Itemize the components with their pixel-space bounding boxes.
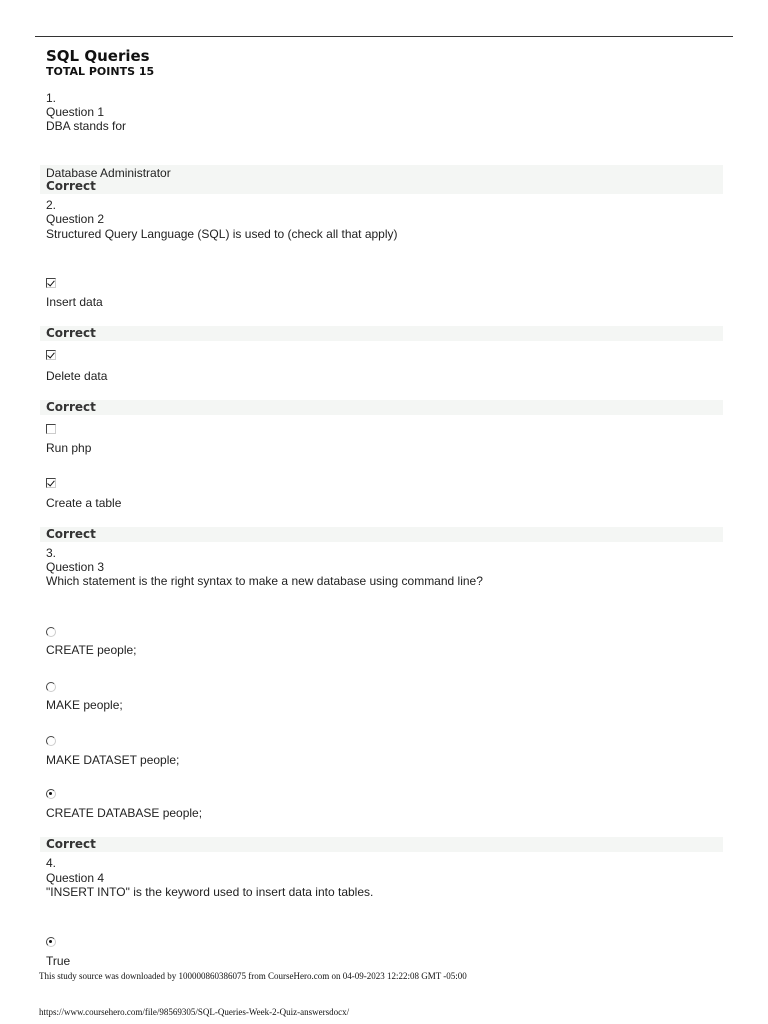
quiz-title: SQL Queries	[46, 47, 150, 65]
question-4-label: Question 4	[46, 871, 105, 885]
question-2-option-4-feedback: Correct	[46, 527, 96, 541]
question-2-option-1-checkbox[interactable]	[46, 278, 56, 288]
question-3-label: Question 3	[46, 560, 105, 574]
question-2-option-1-label: Insert data	[46, 295, 103, 309]
question-3-number: 3.	[46, 546, 57, 560]
question-3-option-3-label: MAKE DATASET people;	[46, 753, 180, 767]
question-2-option-2-feedback-band	[40, 400, 723, 415]
question-2-option-3-label: Run php	[46, 441, 92, 455]
question-2-option-2-feedback: Correct	[46, 400, 96, 414]
question-4-option-1-label: True	[46, 954, 71, 968]
question-2-option-2-label: Delete data	[46, 369, 108, 383]
question-4-option-1-radio[interactable]	[46, 937, 56, 947]
question-2-option-1-feedback: Correct	[46, 326, 96, 340]
total-points: TOTAL POINTS 15	[46, 65, 155, 78]
source-url: https://www.coursehero.com/file/98569305/SQL-Queries-Week-2-Quiz-answersdocx/	[39, 1007, 350, 1017]
question-2-option-4-feedback-band	[40, 527, 723, 542]
question-4-prompt: "INSERT INTO" is the keyword used to insert data into tables.	[46, 885, 374, 899]
question-3-option-2-radio[interactable]	[46, 682, 56, 692]
question-3-option-1-label: CREATE people;	[46, 643, 137, 657]
question-3-prompt: Which statement is the right syntax to make a new database using command line?	[46, 574, 483, 588]
question-2-option-2-checkbox[interactable]	[46, 350, 56, 360]
question-2-label: Question 2	[46, 212, 105, 226]
question-3-feedback-band	[40, 837, 723, 852]
question-2-option-4-label: Create a table	[46, 496, 122, 510]
question-2-prompt: Structured Query Language (SQL) is used to (check all that apply)	[46, 227, 398, 241]
top-divider	[35, 36, 733, 37]
question-1-feedback: Correct	[46, 179, 96, 193]
question-3-option-4-label: CREATE DATABASE people;	[46, 806, 203, 820]
question-1-label: Question 1	[46, 105, 105, 119]
question-3-option-2-label: MAKE people;	[46, 698, 123, 712]
question-1-number: 1.	[46, 91, 57, 105]
question-2-number: 2.	[46, 198, 57, 212]
question-2-option-1-feedback-band	[40, 326, 723, 341]
question-3-option-4-radio[interactable]	[46, 789, 56, 799]
question-3-option-1-radio[interactable]	[46, 627, 56, 637]
question-1-answer: Database Administrator	[46, 166, 171, 180]
question-2-option-3-checkbox[interactable]	[46, 424, 56, 434]
question-3-feedback: Correct	[46, 837, 96, 851]
question-1-prompt: DBA stands for	[46, 119, 127, 133]
question-2-option-4-checkbox[interactable]	[46, 478, 56, 488]
question-3-option-3-radio[interactable]	[46, 736, 56, 746]
question-4-number: 4.	[46, 856, 57, 870]
download-source-note: This study source was downloaded by 100000860386075 from CourseHero.com on 04-09-2023 12:22:08 GMT -05:00	[39, 971, 467, 981]
